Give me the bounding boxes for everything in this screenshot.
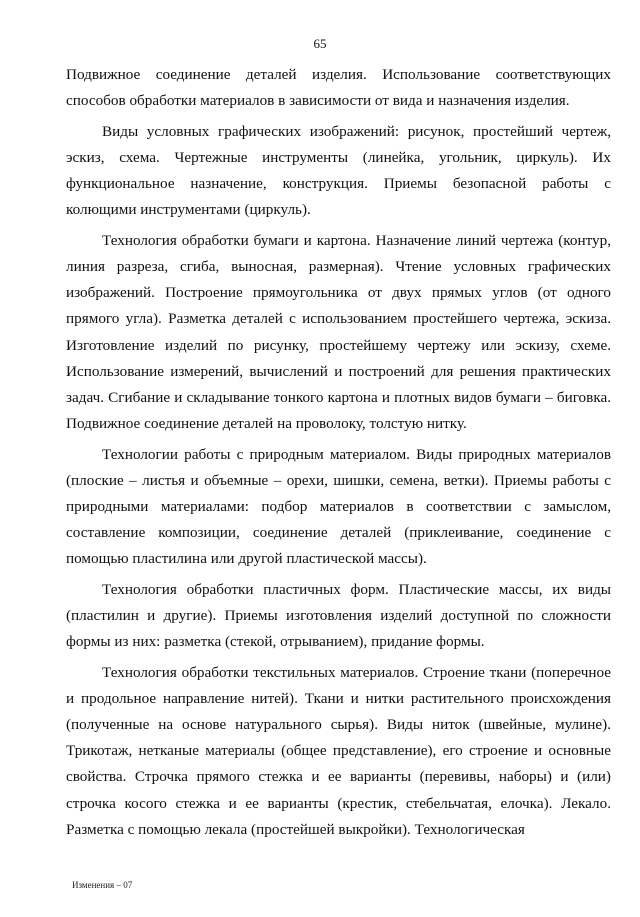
paragraph-3: Технология обработки бумаги и картона. Назначение линий чертежа (контур, линия разреза, сгиба, выносная, размерная). Чтение условных графических изображений. Построение прямоугольника от двух прямых углов (от одного прямого угла). Разметка деталей с использованием простейшего чертежа, эскиза. Изготовление изделий по рисунку, простейшему чертежу или эскизу, схеме. Использование измерений, вычислений и построений для решения практических задач. Сгибание и складывание тонкого картона и плотных видов бумаги – биговка. Подвижное соединение деталей на проволоку, толстую нитку. <box>66 232 611 432</box>
paragraph-4: Технологии работы с природным материалом. Виды природных материалов (плоские – листья и объемные – орехи, шишки, семена, ветки). Приемы работы с природными материалами: подбор материалов в соответствии с замыслом, составление композиции, соединение деталей (приклеивание, соединение с помощью пластилина или другой пластической массы). <box>66 445 611 568</box>
paragraph-1: Подвижное соединение деталей изделия. Использование соответствующих способов обработки материалов в зависимости от вида и назначения изделия. <box>66 66 611 110</box>
paragraph-2: Виды условных графических изображений: рисунок, простейший чертеж, эскиз, схема. Чертежные инструменты (линейка, угольник, циркуль). Их функциональное назначение, конструкция. Приемы безопасной работы с колющими инструментами (циркуль). <box>66 122 611 219</box>
paragraph-6: Технология обработки текстильных материалов. Строение ткани (поперечное и продольное направление нитей). Ткани и нитки растительного происхождения (полученные на основе натурального сырья). Виды ниток (швейные, мулине). Трикотаж, нетканые материалы (общее представление), его строение и основные свойства. Строчка прямого стежка и ее варианты (перевивы, наборы) и (или) строчка косого стежка и ее варианты (крестик, стебельчатая, елочка). Лекало. Разметка с помощью лекала (простейшей выкройки). Технологическая <box>66 664 611 838</box>
body-text <box>66 62 611 848</box>
page-number: 65 <box>313 36 327 51</box>
footer-note: Изменения – 07 <box>72 880 133 890</box>
paragraph-5: Технология обработки пластичных форм. Пластические массы, их виды (пластилин и другие). Приемы изготовления изделий доступной по сложности формы из них: разметка (стекой, отрыванием), придание формы. <box>66 580 611 651</box>
